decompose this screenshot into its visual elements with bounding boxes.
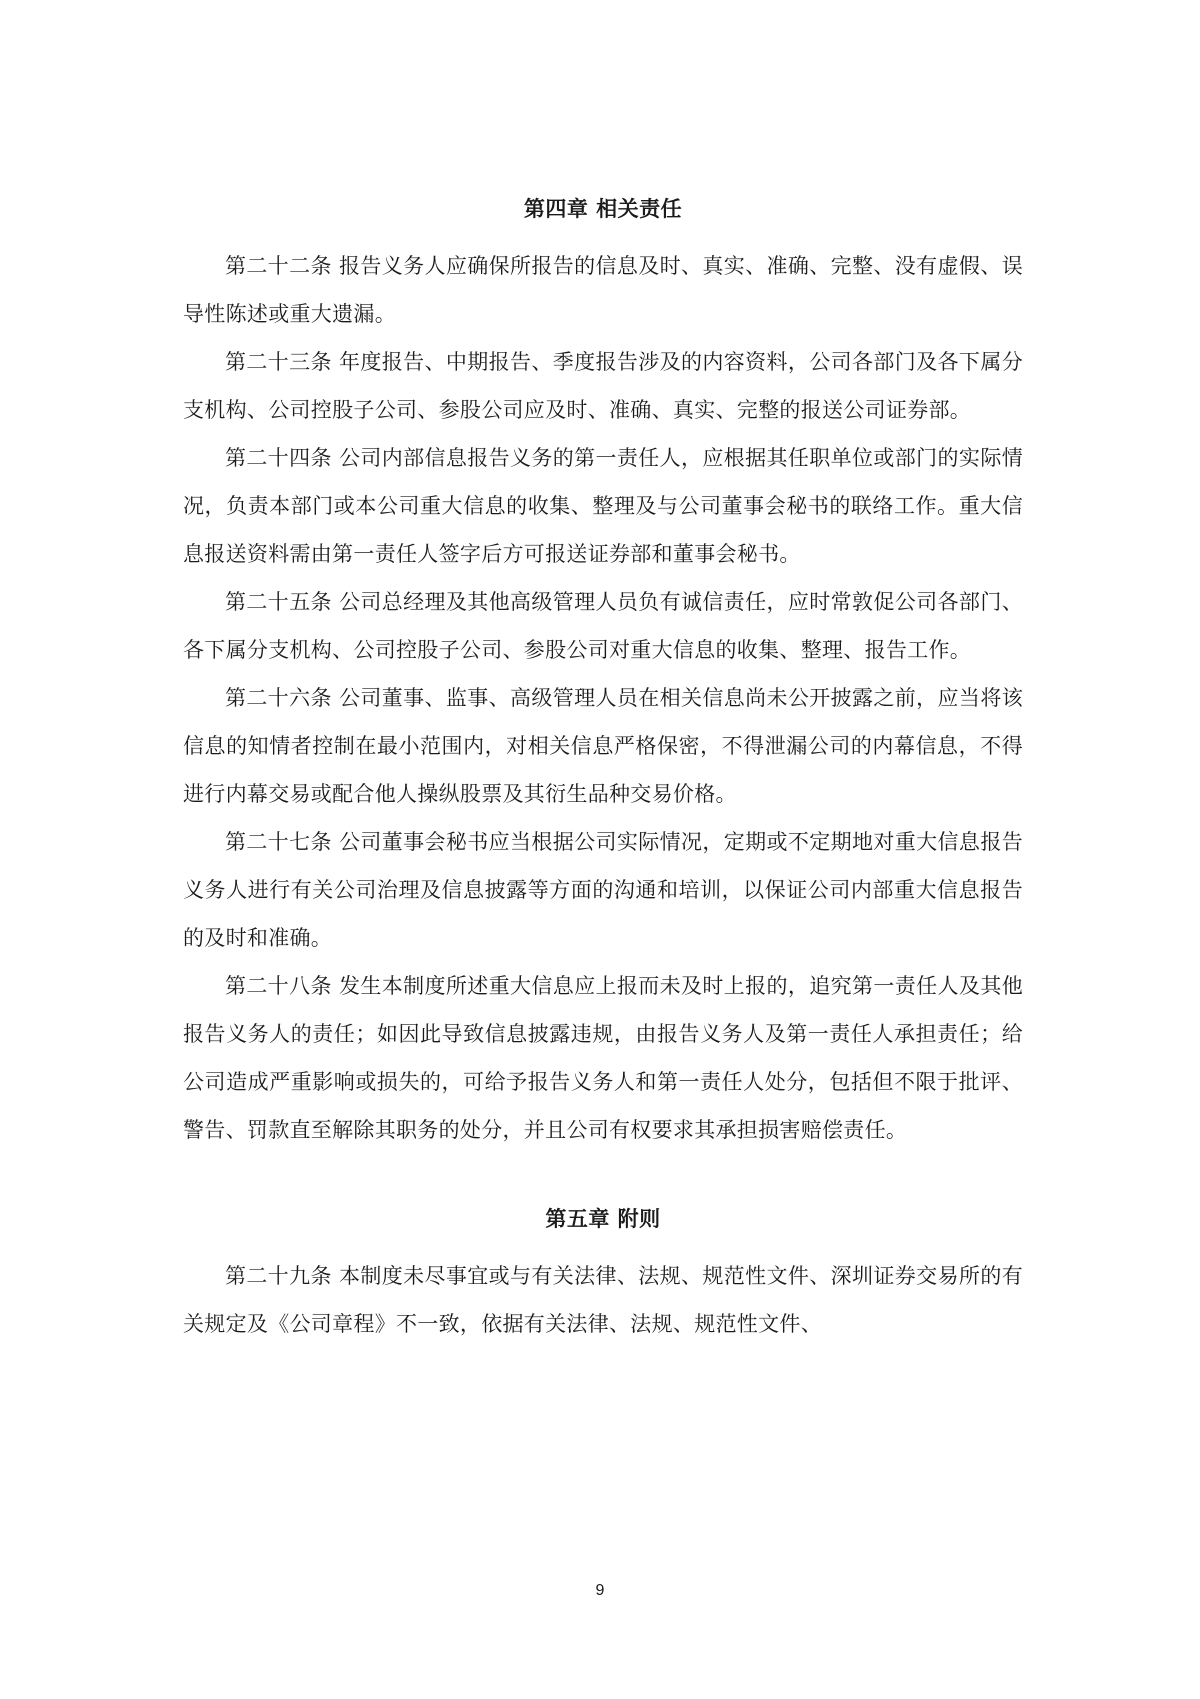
article-29: 第二十九条 本制度未尽事宜或与有关法律、法规、规范性文件、深圳证券交易所的有关规定及《公司章程》不一致，依据有关法律、法规、规范性文件、: [183, 1264, 1023, 1336]
chapter-4: [183, 196, 1023, 1154]
chapter-title: 第四章 相关责任: [523, 197, 683, 221]
chapter-5: [183, 1206, 1023, 1348]
chapter-title: 第五章 附则: [545, 1207, 661, 1231]
article-26: 第二十六条 公司董事、监事、高级管理人员在相关信息尚未公开披露之前，应当将该信息的知情者控制在最小范围内，对相关信息严格保密，不得泄漏公司的内幕信息，不得进行内幕交易或配合他人操纵股票及其衍生品种交易价格。: [183, 686, 1023, 806]
article-23: 第二十三条 年度报告、中期报告、季度报告涉及的内容资料，公司各部门及各下属分支机构、公司控股子公司、参股公司应及时、准确、真实、完整的报送公司证券部。: [183, 350, 1023, 422]
article-27: 第二十七条 公司董事会秘书应当根据公司实际情况，定期或不定期地对重大信息报告义务人进行有关公司治理及信息披露等方面的沟通和培训，以保证公司内部重大信息报告的及时和准确。: [183, 830, 1023, 950]
article-22: 第二十二条 报告义务人应确保所报告的信息及时、真实、准确、完整、没有虚假、误导性陈述或重大遗漏。: [183, 254, 1023, 326]
article-25: 第二十五条 公司总经理及其他高级管理人员负有诚信责任，应时常敦促公司各部门、各下属分支机构、公司控股子公司、参股公司对重大信息的收集、整理、报告工作。: [183, 590, 1023, 662]
article-24: 第二十四条 公司内部信息报告义务的第一责任人，应根据其任职单位或部门的实际情况，负责本部门或本公司重大信息的收集、整理及与公司董事会秘书的联络工作。重大信息报送资料需由第一责任人签字后方可报送证券部和董事会秘书。: [183, 446, 1023, 566]
page-number: 9: [595, 1582, 605, 1599]
article-28: 第二十八条 发生本制度所述重大信息应上报而未及时上报的，追究第一责任人及其他报告义务人的责任；如因此导致信息披露违规，由报告义务人及第一责任人承担责任；给公司造成严重影响或损失的，可给予报告义务人和第一责任人处分，包括但不限于批评、警告、罚款直至解除其职务的处分，并且公司有权要求其承担损害赔偿责任。: [183, 974, 1023, 1142]
page-content: [183, 196, 1023, 1348]
